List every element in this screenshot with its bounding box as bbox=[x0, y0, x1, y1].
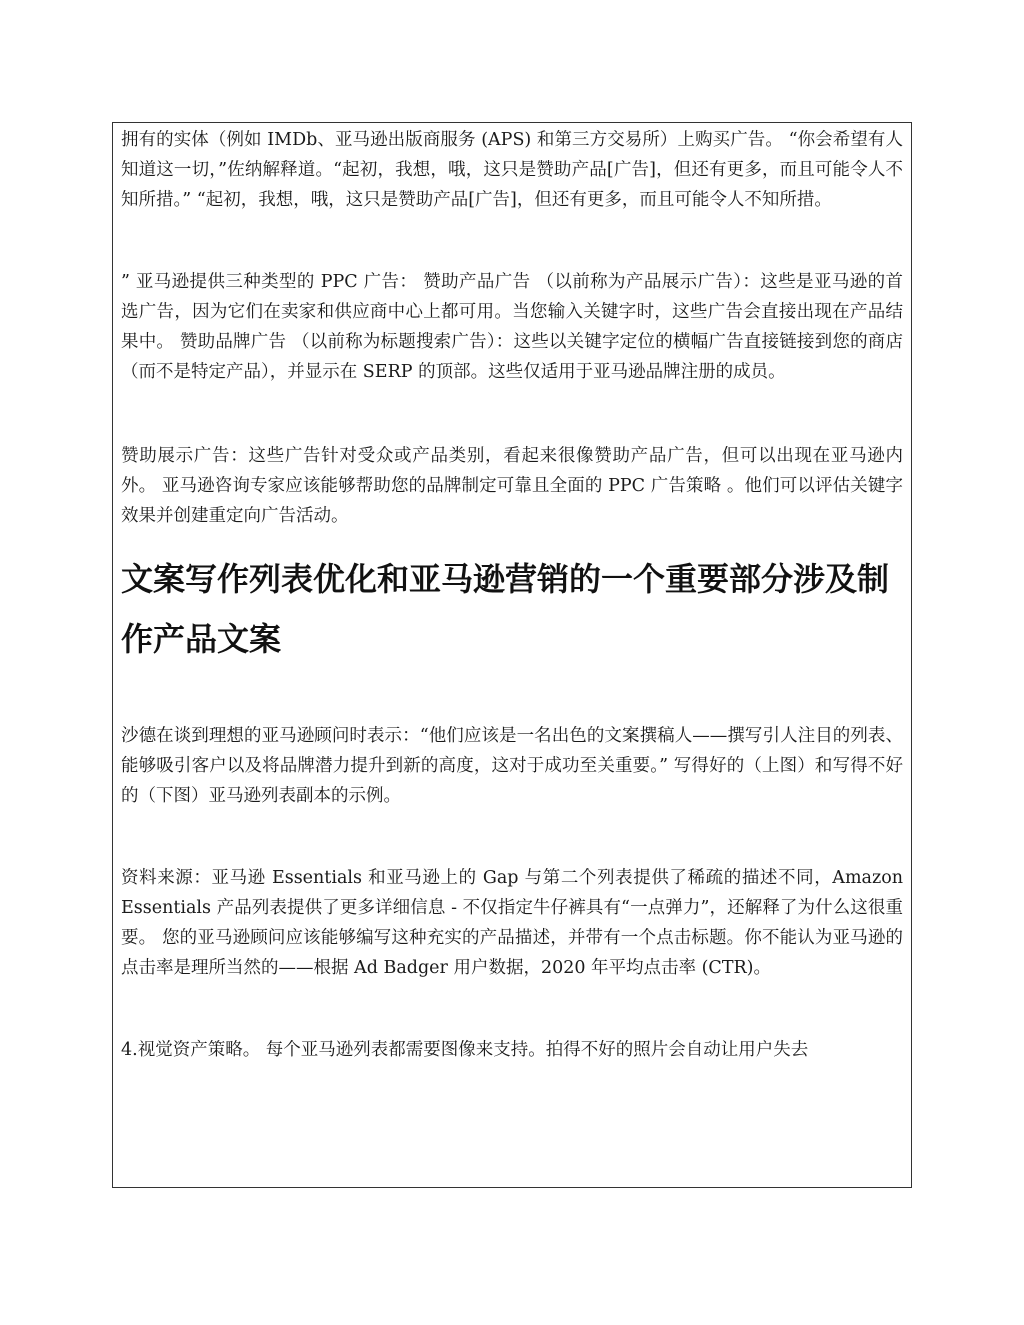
paragraph-ad-entities: 拥有的实体（例如 IMDb、亚马逊出版商服务 (APS) 和第三方交易所）上购买广告。 “你会希望有人知道这一切，”佐纳解释道。“起初，我想，哦，这只是赞助产品[广告]，但还有更多，而且可能令人不知所措。” “起初，我想，哦，这只是赞助产品[广告]，但还有更多，而且可能令人不知所措。 bbox=[121, 130, 903, 210]
paragraph-sponsored-display: 赞助展示广告：这些广告针对受众或产品类别，看起来很像赞助产品广告，但可以出现在亚马逊内外。 亚马逊咨询专家应该能够帮助您的品牌制定可靠且全面的 PPC 广告策略 。他们可以评估关键字效果并创建重定向广告活动。 bbox=[121, 446, 903, 526]
paragraph-visual-assets: 4.视觉资产策略。 每个亚马逊列表都需要图像来支持。拍得不好的照片会自动让用户失去 bbox=[121, 1040, 809, 1060]
document-frame bbox=[112, 122, 912, 1188]
paragraph-copywriter: 沙德在谈到理想的亚马逊顾问时表示：“他们应该是一名出色的文案撰稿人——撰写引人注目的列表、能够吸引客户以及将品牌潜力提升到新的高度，这对于成功至关重要。” 写得好的（上图）和写得不好的（下图）亚马逊列表副本的示例。 bbox=[121, 726, 903, 806]
document-content bbox=[121, 123, 903, 1065]
paragraph-ppc-types: ” 亚马逊提供三种类型的 PPC 广告： 赞助产品广告 （以前称为产品展示广告）：这些是亚马逊的首选广告，因为它们在卖家和供应商中心上都可用。当您输入关键字时，这些广告会直接出现在产品结果中。 赞助品牌广告 （以前称为标题搜索广告）：这些以关键字定位的横幅广告直接链接到您的商店（而不是特定产品），并显示在 SERP 的顶部。这些仅适用于亚马逊品牌注册的成员。 bbox=[121, 272, 903, 382]
section-heading: 文案写作列表优化和亚马逊营销的一个重要部分涉及制作产品文案 bbox=[121, 560, 890, 658]
paragraph-source: 资料来源：亚马逊 Essentials 和亚马逊上的 Gap 与第二个列表提供了稀疏的描述不同，Amazon Essentials 产品列表提供了更多详细信息 - 不仅指定牛仔裤具有“一点弹力”，还解释了为什么这很重要。 您的亚马逊顾问应该能够编写这种充实的产品描述，并带有一个点击标题。你不能认为亚马逊的点击率是理所当然的——根据 Ad Badger 用户数据，2020 年平均点击率 (CTR)。 bbox=[121, 868, 903, 978]
